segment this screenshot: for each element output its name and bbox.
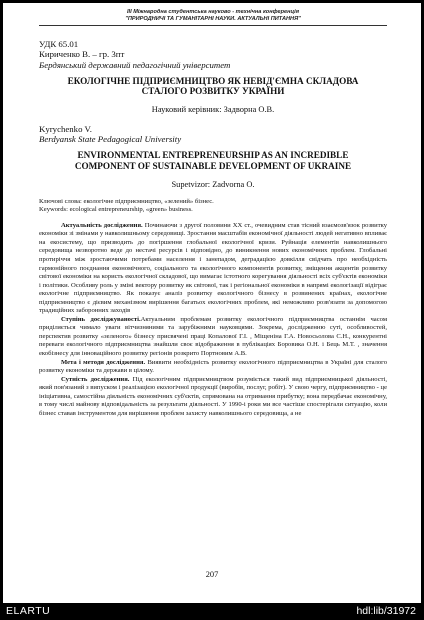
paragraph-relevance xyxy=(39,222,387,316)
section-text: Починаючи з другої половини XX ст., очевидним став тісний взаємозв'язок розвитку економіки зі змінами у навколишньому середовищі. Зростання масштабів економічної діяльності людей негативно впливає на екосистему, що призводить до погіршення глобальної екологічної кризи. Руйнація елементів навколишнього середовища незворотно веде до нестачі ресурсів і відповідно, до виникнення нових економічних проблем. Глобальні протиріччя між зростаючими потребами населення і занепадом, деградацією довкілля свідчать про необхідність гармонійного поєднання економічного, соціального та екологічного компонентів розвитку, зміщення акцентів розвитку світової економіки на користь екологічної складової, що вимагає істотного корегування діяльності всіх суб'єктів економіки і політики. Особливу роль у зміні вектору розвитку як світової, так і регіональної економіки в напрямі екологізації відіграє екологічне підприємництво. Як показує аналіз розвитку екологічного бізнесу в розвинених країнах, екологічне підприємництво є дієвим механізмом вирішення багатьох екологічних проблем, які неможливо розв'язати за допомогою традиційних заборонних заходів xyxy=(39,221,387,315)
title-en-line-2: COMPONENT OF SUSTAINABLE DEVELOPMENT OF UKRAINE xyxy=(74,160,352,171)
paragraph-essence xyxy=(39,376,387,419)
conference-line-2: "ПРИРОДНИЧІ ТА ГУМАНІТАРНІ НАУКИ. АКТУАЛЬНІ ПИТАННЯ" xyxy=(125,15,301,22)
section-text: Актуальним проблемам розвитку екологічного підприємництва останнім часом приділяється чимало уваги вітчизняними та зарубіжними науковцями. Зокрема, дослідженню суті, особливостей, перспектив розвитку «зеленого» бізнесу присвячені праці Копалової Г.І. , Міщеніна Г.А. Новосьолова С.Н., конкурентні переваги екологічного підприємництва знайшли своє відображення в публікаціях Боровика О.Н. і Бець М.Т. , значення екобізнесу для інноваційного розвитку регіонів розкрито Портновим А.В. xyxy=(39,315,387,357)
paragraph-goal xyxy=(39,359,387,376)
author-ua: Кириченко В. – гр. 3пт xyxy=(39,49,125,60)
section-heading: Ступінь досліджуваності. xyxy=(61,315,141,323)
keywords-block xyxy=(39,198,387,215)
section-text: Виявити необхідність розвитку екологічного підприємництва в Україні для сталого розвитку економіки та держави в цілому. xyxy=(39,358,387,375)
supervisor-ua: Науковий керівник: Задворна О.В. xyxy=(151,104,275,114)
author-en: Kyrychenko V. xyxy=(39,123,92,134)
title-ua-line-2: СТАЛОГО РОЗВИТКУ УКРАЇНИ xyxy=(141,86,285,97)
section-text: Під екологічним підприємництвом розуміється такий вид підприємницької діяльності, який пов'язаний з випуском і реалізацією екологічної продукції (виробів, послуг, робіт). У свою чергу, підприємництво - це ініціативна, самостійна діяльність економічних суб'єктів, спрямована на отримання прибутку; вона передбачає економічну, в тому числі майнову відповідальність за результати діяльності. У 1990-і роки ми все частіше спостерігали ситуацію, коли бізнес ставав інструментом для вирішення проблем захисту навколишнього середовища, а не xyxy=(39,375,387,417)
page-number: 207 xyxy=(205,570,219,579)
supervisor-en: Supetvizor: Zadvorna O. xyxy=(171,179,255,189)
title-ua xyxy=(39,76,387,97)
author-block-en xyxy=(39,124,387,144)
title-ua-line-1: ЕКОЛОГІЧНЕ ПІДПРИЄМНИЦТВО ЯК НЕВІД'ЄМНА СКЛАДОВА xyxy=(67,75,359,86)
university-en: Berdyansk State Pedagogical University xyxy=(39,134,182,145)
article-body xyxy=(39,222,387,419)
header-rule xyxy=(39,25,387,26)
title-en-line-1: ENVIRONMENTAL ENTREPRENEURSHIP AS AN INCREDIBLE xyxy=(77,150,349,161)
keywords-ua: Ключові слова: екологічне підприємництво, «зелений» бізнес. xyxy=(39,197,214,205)
keywords-en: Keywords: ecological entrepreneurship, «green» business. xyxy=(39,206,193,214)
section-heading: Мета і методи дослідження. xyxy=(61,358,146,366)
university-ua: Бердянський державний педагогічний університет xyxy=(39,59,231,70)
udc-code: УДК 65.01 xyxy=(39,39,79,50)
title-en xyxy=(39,150,387,171)
conference-header xyxy=(39,9,387,22)
section-heading: Сутність дослідження. xyxy=(61,375,130,383)
document-page xyxy=(3,3,421,603)
paragraph-degree xyxy=(39,316,387,359)
section-heading: Актуальність дослідження. xyxy=(61,221,143,229)
handle-id: hdl:lib/31972 xyxy=(356,605,416,617)
author-block-ua xyxy=(39,39,387,70)
repository-name: ELARTU xyxy=(6,605,51,617)
repository-footer xyxy=(0,603,424,620)
conference-line-1: ІІІ Міжнародна студентська науково - технічна конференція xyxy=(126,9,300,15)
